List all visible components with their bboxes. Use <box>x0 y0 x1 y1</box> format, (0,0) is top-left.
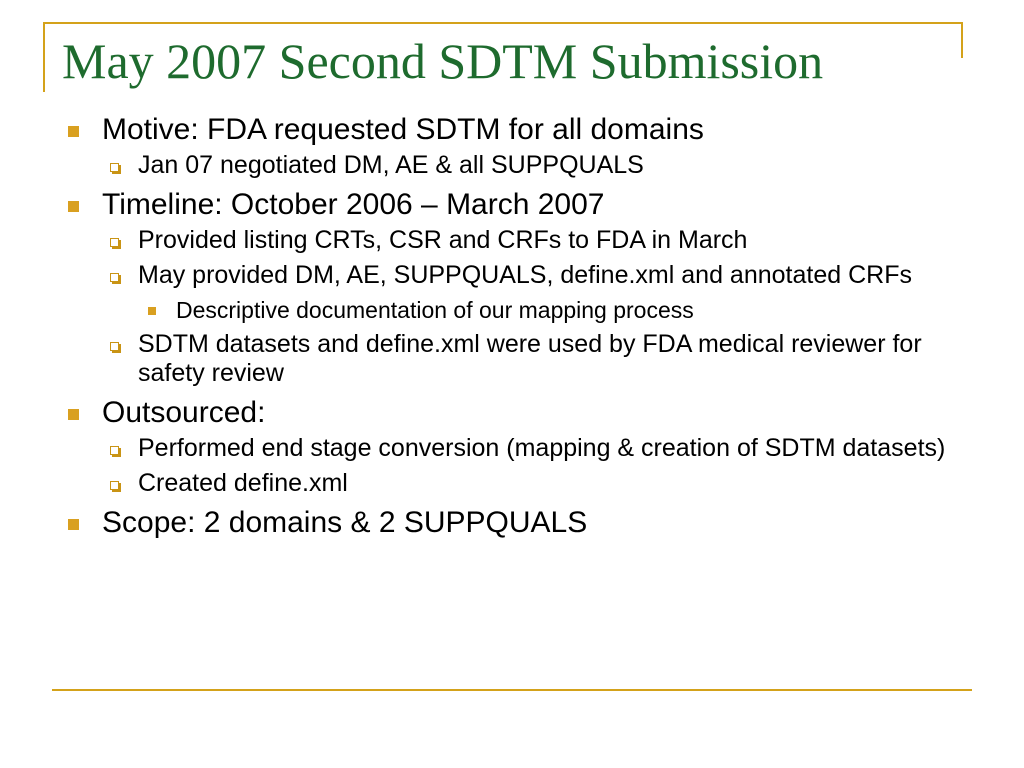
bullet-outsourced <box>66 396 966 498</box>
bullet-timeline <box>66 188 966 388</box>
sub-bullet-list <box>102 151 966 180</box>
hollow-square-bullet-icon <box>110 273 119 282</box>
sub-sub-bullet-text: Descriptive documentation of our mapping process <box>176 297 694 323</box>
sub-bullet-list <box>102 434 966 498</box>
bullet-text: Outsourced: <box>102 396 266 429</box>
sub-bullet <box>102 434 966 463</box>
bullet-text: Scope: 2 domains & 2 SUPPQUALS <box>102 506 588 539</box>
frame-top-rule <box>43 22 963 24</box>
sub-sub-bullet <box>138 296 966 324</box>
sub-bullet-text: Performed end stage conversion (mapping & creation of SDTM datasets) <box>138 434 946 462</box>
sub-bullet <box>102 226 966 255</box>
sub-bullet-text: May provided DM, AE, SUPPQUALS, define.xml and annotated CRFs <box>138 261 912 289</box>
square-bullet-icon <box>68 409 79 420</box>
square-bullet-icon <box>68 519 79 530</box>
hollow-square-bullet-icon <box>110 342 119 351</box>
frame-left-rule <box>43 22 45 92</box>
sub-bullet <box>102 151 966 180</box>
frame-right-rule <box>961 22 963 58</box>
sub-bullet-text: Provided listing CRTs, CSR and CRFs to FDA in March <box>138 226 748 254</box>
hollow-square-bullet-icon <box>110 446 119 455</box>
sub-sub-bullet-list <box>138 296 966 324</box>
bullet-scope <box>66 506 966 540</box>
bullet-list <box>66 113 966 540</box>
sub-bullet-text: Created define.xml <box>138 469 348 497</box>
hollow-square-bullet-icon <box>110 481 119 490</box>
sub-bullet-list <box>102 226 966 388</box>
sub-bullet-text: Jan 07 negotiated DM, AE & all SUPPQUALS <box>138 151 644 179</box>
square-bullet-icon <box>68 126 79 137</box>
slide-body <box>66 113 966 540</box>
square-bullet-icon <box>68 201 79 212</box>
bullet-text: Timeline: October 2006 – March 2007 <box>102 188 605 221</box>
hollow-square-bullet-icon <box>110 163 119 172</box>
bullet-text: Motive: FDA requested SDTM for all domains <box>102 113 704 146</box>
bullet-motive <box>66 113 966 180</box>
hollow-square-bullet-icon <box>110 238 119 247</box>
sub-bullet-text: SDTM datasets and define.xml were used by FDA medical reviewer for safety review <box>138 330 922 387</box>
sub-bullet <box>102 330 966 388</box>
footer-rule <box>52 689 972 691</box>
slide-title: May 2007 Second SDTM Submission <box>62 33 824 89</box>
sub-bullet <box>102 261 966 324</box>
small-square-bullet-icon <box>148 307 156 315</box>
sub-bullet <box>102 469 966 498</box>
